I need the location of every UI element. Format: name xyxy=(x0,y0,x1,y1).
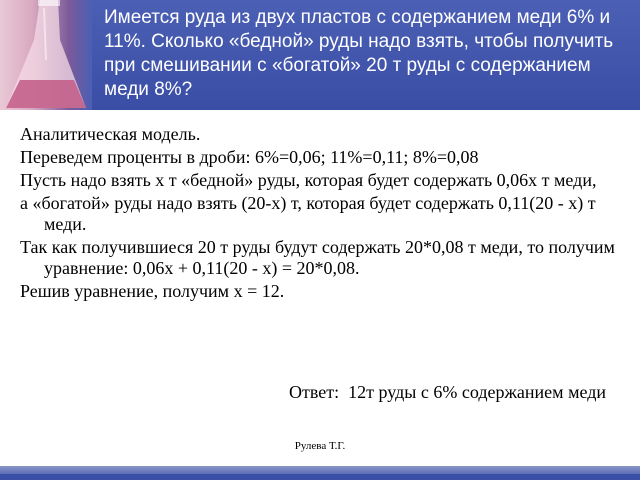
header-image xyxy=(0,0,92,110)
paragraph-model: Аналитическая модель. xyxy=(20,124,201,144)
footer-bar-stripe xyxy=(0,474,640,480)
paragraph-poor-ore: Пусть надо взять х т «бедной» руды, которая будет содержать 0,06х т меди, xyxy=(20,170,597,190)
slide-header xyxy=(0,0,640,110)
paragraph-equation: Так как получившиеся 20 т руды будут содержать 20*0,08 т меди, то получим уравнение: 0,06х + 0,11(20 - х) = 20*0,08. xyxy=(20,237,615,278)
answer-text: Ответ: 12т руды с 6% содержанием меди xyxy=(289,382,606,402)
footer-bar xyxy=(0,466,640,480)
paragraph-fractions: Переведем проценты в дроби: 6%=0,06; 11%=0,11; 8%=0,08 xyxy=(20,147,479,167)
slide-title: Имеется руда из двух пластов с содержанием меди 6% и 11%. Сколько «бедной» руды надо взять, чтобы получить при смешивании с «богатой» 20 т руды с содержанием меди 8%? xyxy=(104,7,614,100)
paragraph-rich-ore: а «богатой» руды надо взять (20-х) т, которая будет содержать 0,11(20 - х) т меди. xyxy=(20,193,596,234)
slide-body xyxy=(20,124,620,304)
author-footer: Рулева Т.Г. xyxy=(294,440,346,452)
flask-icon xyxy=(0,0,92,110)
paragraph-solution: Решив уравнение, получим х = 12. xyxy=(20,281,285,301)
